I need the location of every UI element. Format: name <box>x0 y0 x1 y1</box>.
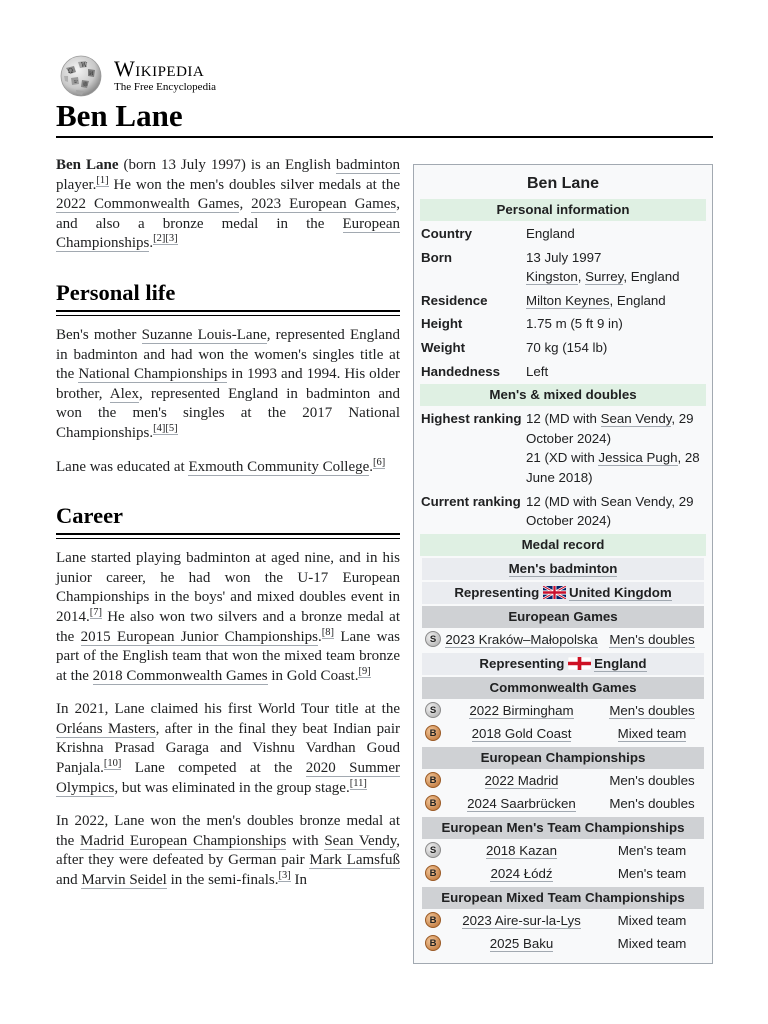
link-surrey[interactable]: Surrey <box>585 269 624 285</box>
infobox-header-medal-record: Medal record <box>420 534 706 556</box>
medal-rows-european-mixed-team <box>420 909 706 955</box>
link-suzanne-louis-lane[interactable]: Suzanne Louis-Lane <box>141 326 267 343</box>
medal-event-link[interactable]: 2024 Łódź <box>490 865 553 881</box>
ref-8[interactable]: [8] <box>321 626 335 638</box>
svg-text:И: И <box>89 71 94 77</box>
medal-row <box>422 769 704 792</box>
link-milton-keynes[interactable]: Milton Keynes <box>526 292 610 308</box>
link-exmouth-community-college[interactable]: Exmouth Community College <box>188 458 370 475</box>
infobox-row-residence: Residence Milton Keynes, England <box>421 292 666 308</box>
intro-paragraph: Ben Lane (born 13 July 1997) is an English badminton player.[1] He won the men's doubles silver medals at the 2022 Commonwealth Games, 2023 European Games, and also a bronze medal in the European Championships.[2][3] <box>56 157 400 252</box>
infobox-row-born: Born 13 July 1997 Kingston, Surrey, England <box>421 249 680 285</box>
link-mark-lamsfuss[interactable]: Mark Lamsfuß <box>309 852 400 869</box>
medal-rows-european-games <box>420 628 706 651</box>
svg-text:ש: ש <box>74 79 78 85</box>
link-european-championships[interactable]: European Championships <box>56 215 400 252</box>
silver-medal-icon: S <box>425 631 441 647</box>
medal-row <box>422 722 704 745</box>
medal-table <box>420 558 706 955</box>
link-2015-european-junior-championships[interactable]: 2015 European Junior Championships <box>80 628 319 645</box>
svg-text:Ω: Ω <box>68 68 73 75</box>
link-marvin-seidel[interactable]: Marvin Seidel <box>81 872 167 889</box>
link-badminton[interactable]: badminton <box>335 157 400 173</box>
bronze-medal-icon: B <box>425 912 441 928</box>
ref-4[interactable]: [4] <box>153 422 166 434</box>
svg-text:維: 維 <box>83 82 89 88</box>
wikipedia-logo[interactable] <box>56 54 216 98</box>
medal-representing-uk: Representing United Kingdom <box>422 582 704 604</box>
bronze-medal-icon: B <box>425 795 441 811</box>
medal-heading-european-mixed-team: European Mixed Team Championships <box>422 887 704 909</box>
link-national-championships[interactable]: National Championships <box>78 366 228 383</box>
silver-medal-icon: S <box>425 842 441 858</box>
bronze-medal-icon: B <box>425 772 441 788</box>
ref-1[interactable]: [1] <box>96 174 109 186</box>
ref-2[interactable]: [2] <box>153 233 166 245</box>
link-2020-summer-olympics[interactable]: 2020 Summer Olympics <box>56 760 400 796</box>
medal-heading-european-championships: European Championships <box>422 747 704 769</box>
medal-heading-european-games: European Games <box>422 606 704 628</box>
section-heading-personal-life: Personal life <box>56 278 400 312</box>
link-2023-european-games[interactable]: 2023 European Games <box>251 196 397 213</box>
ref-7[interactable]: [7] <box>89 606 102 618</box>
bronze-medal-icon: B <box>425 935 441 951</box>
link-sean-vendy[interactable]: Sean Vendy <box>324 832 397 849</box>
subject-name: Ben Lane <box>56 157 119 173</box>
infobox-row-current-ranking: Current ranking 12 (MD with Sean Vendy, 29 October 2024) <box>421 493 694 529</box>
link-alex[interactable]: Alex <box>109 385 139 402</box>
silver-medal-icon: S <box>425 702 441 718</box>
medal-heading-commonwealth-games: Commonwealth Games <box>422 677 704 699</box>
medal-sport-heading <box>422 558 704 580</box>
medal-row <box>422 862 704 885</box>
title-divider <box>56 136 713 138</box>
medal-category: Mixed team <box>617 912 687 928</box>
medal-event-link[interactable]: 2025 Baku <box>489 935 554 951</box>
career-paragraph-1: Lane started playing badminton at aged nine, and in his junior career, he had won the U-17 European Championships in the boys' and mixed doubles event in 2014.[7] He also won two silvers and a bronze medal at the 2015 European Junior Championships.[8] Lane was part of the English team that won the mixed team bronze at the 2018 Commonwealth Games in Gold Coast.[9] <box>56 550 400 684</box>
medal-event-link[interactable]: 2023 Aire-sur-la-Lys <box>462 912 581 928</box>
medal-category: Men's team <box>617 842 687 858</box>
infobox <box>413 164 713 964</box>
medal-row <box>422 909 704 932</box>
personal-paragraph-1: Ben's mother Suzanne Louis-Lane, represented England in badminton and had won the women's singles title at the National Championships in 1993 and 1994. His older brother, Alex, represented England in badminton and won the men's singles at the 2017 National Championships.[4][5] <box>56 326 400 441</box>
medal-category: Men's doubles <box>609 631 695 647</box>
medal-row <box>422 932 704 955</box>
infobox-row-height: Height 1.75 m (5 ft 9 in) <box>421 316 623 332</box>
link-jessica-pugh[interactable]: Jessica Pugh <box>598 450 678 466</box>
medal-category: Men's team <box>617 865 687 881</box>
medal-rows-european-championships <box>420 769 706 815</box>
site-tagline: The Free Encyclopedia <box>114 81 217 93</box>
section-heading-career: Career <box>56 501 400 535</box>
infobox-header-personal: Personal information <box>420 199 706 221</box>
medal-row <box>422 792 704 815</box>
link-mens-badminton[interactable]: Men's badminton <box>508 560 618 576</box>
medal-category: Mixed team <box>617 725 687 741</box>
medal-row <box>422 699 704 722</box>
medal-category: Men's doubles <box>609 702 695 718</box>
article-body <box>56 156 400 905</box>
personal-paragraph-2: Lane was educated at Exmouth Community College.[6] <box>56 456 386 475</box>
medal-representing-england: Representing England <box>422 653 704 675</box>
ref-5[interactable]: [5] <box>165 422 178 434</box>
link-2018-commonwealth-games[interactable]: 2018 Commonwealth Games <box>92 667 268 684</box>
link-orleans-masters[interactable]: Orléans Masters <box>56 720 156 737</box>
medal-event-link[interactable]: 2022 Madrid <box>484 772 559 788</box>
infobox-row-country: Country England <box>421 226 575 241</box>
site-name: Wikipedia <box>114 56 205 81</box>
medal-row <box>422 839 704 862</box>
uk-flag-icon <box>543 586 566 599</box>
link-sean-vendy-infobox[interactable]: Sean Vendy <box>600 411 672 427</box>
link-england[interactable]: England <box>594 655 647 671</box>
ref-10[interactable]: [10] <box>103 758 122 770</box>
medal-category: Men's doubles <box>609 772 695 788</box>
england-flag-icon <box>568 657 591 670</box>
page-title: Ben Lane <box>56 98 183 133</box>
ref-6[interactable]: [6] <box>373 456 386 468</box>
infobox-row-handedness: Handedness Left <box>421 363 549 379</box>
link-2022-commonwealth-games[interactable]: 2022 Commonwealth Games <box>56 196 240 213</box>
bronze-medal-icon: B <box>425 725 441 741</box>
medal-event-link[interactable]: 2024 Saarbrücken <box>467 795 576 811</box>
infobox-header-doubles: Men's & mixed doubles <box>420 384 706 406</box>
medal-row <box>422 628 704 651</box>
medal-category: Men's doubles <box>609 795 695 811</box>
medal-event-link[interactable]: 2018 Kazan <box>486 842 557 858</box>
medal-category: Mixed team <box>617 935 687 951</box>
ref-3[interactable]: [3] <box>165 233 178 245</box>
wikipedia-wordmark <box>114 58 216 94</box>
career-paragraph-3: In 2022, Lane won the men's doubles bronze medal at the Madrid European Championships with Sean Vendy, after they were defeated by German pair Mark Lamsfuß and Marvin Seidel in the semi-finals.[3] In <box>56 813 400 889</box>
medal-event-link[interactable]: 2018 Gold Coast <box>471 725 572 741</box>
svg-text:W: W <box>81 62 88 69</box>
infobox-row-weight: Weight 70 kg (154 lb) <box>421 339 608 355</box>
infobox-title: Ben Lane <box>526 175 599 192</box>
infobox-row-highest-ranking: Highest ranking 12 (MD with Sean Vendy, 29 October 2024) 21 (XD with Jessica Pugh, 28 June 2018) <box>421 411 700 485</box>
link-madrid-european-championships[interactable]: Madrid European Championships <box>80 832 287 849</box>
link-kingston[interactable]: Kingston <box>526 269 578 285</box>
medal-rows-european-mens-team <box>420 839 706 885</box>
ref-3-repeat[interactable]: [3] <box>278 870 291 882</box>
link-united-kingdom[interactable]: United Kingdom <box>569 584 672 600</box>
bronze-medal-icon: B <box>425 865 441 881</box>
medal-heading-european-mens-team: European Men's Team Championships <box>422 817 704 839</box>
ref-11[interactable]: [11] <box>349 777 367 789</box>
wikipedia-globe-icon <box>56 54 106 98</box>
medal-event-link[interactable]: 2022 Birmingham <box>469 702 574 718</box>
medal-rows-commonwealth-games <box>420 699 706 745</box>
medal-event-link[interactable]: 2023 Kraków–Małopolska <box>445 631 598 647</box>
career-paragraph-2: In 2021, Lane claimed his first World Tour title at the Orléans Masters, after in the final they beat Indian pair Krishna Prasad Garaga and Vishnu Vardhan Goud Panjala.[10] Lane competed at the 2020 Summer Olympics, but was eliminated in the group stage.[11] <box>56 701 401 796</box>
ref-9[interactable]: [9] <box>358 665 371 677</box>
